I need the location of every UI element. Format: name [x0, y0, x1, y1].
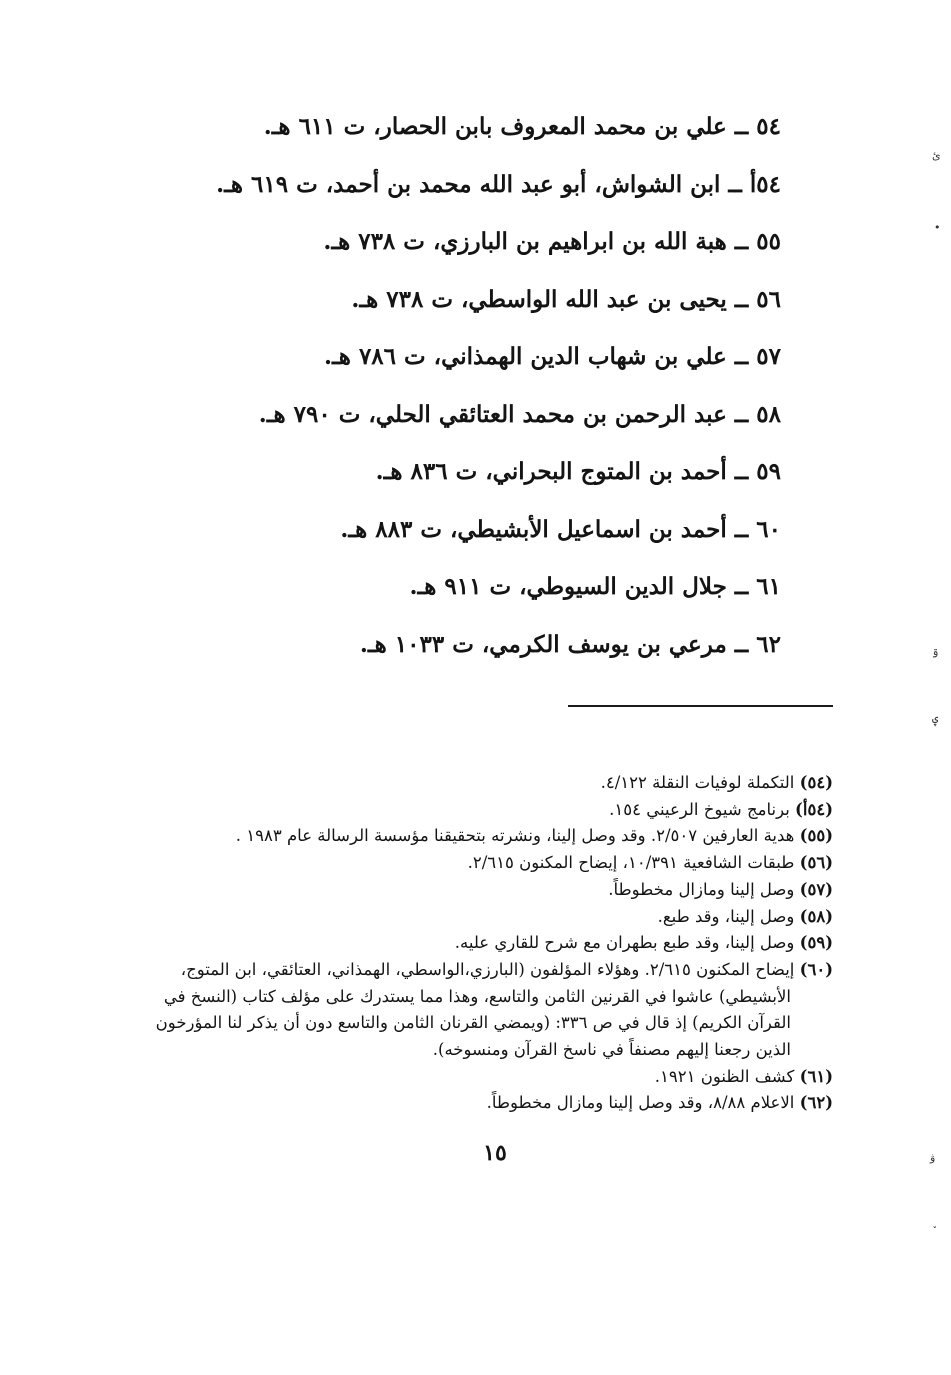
footnotes [153, 770, 833, 1117]
footnote-text: طبقات الشافعية ١٠/٣٩١، إيضاح المكنون ٢/٦١٥. [467, 853, 795, 873]
author-entry: ٥٧ ــ علي بن شهاب الدين الهمذاني، ت ٧٨٦ هـ. [324, 343, 781, 370]
footnote-text: كشف الظنون ١٩٢١. [654, 1066, 795, 1086]
footnote [153, 930, 833, 957]
author-entry: ٥٤ ــ علي بن محمد المعروف بابن الحصار، ت ٦١١ هـ. [263, 113, 781, 140]
author-entry: ٥٥ ــ هبة الله بن ابراهيم بن البارزي، ت ٧٣٨ هـ. [323, 228, 781, 255]
footnote-text: وصل إلينا، وقد طبع. [657, 906, 795, 926]
footnote-ref: (٥٧) [799, 879, 833, 899]
footnote-ref: (٥٤أ) [795, 799, 833, 819]
footnote-ref: (٥٦) [799, 853, 833, 873]
footnote-text: هدية العارفين ٢/٥٠٧. وقد وصل إلينا، ونشرته بتحقيقنا مؤسسة الرسالة عام ١٩٨٣ . [235, 826, 795, 846]
footnote [153, 770, 833, 797]
footnote-ref: (٥٨) [799, 906, 833, 926]
footnote-text: وصل إلينا ومازال مخطوطاً. [608, 879, 795, 899]
footnote-ref: (٥٤) [799, 773, 833, 792]
margin-mark: ۊ [932, 645, 939, 658]
margin-mark: • [934, 221, 941, 234]
footnote-ref: (٥٩) [799, 933, 833, 953]
author-entry: ٥٦ ــ يحيى بن عبد الله الواسطي، ت ٧٣٨ هـ. [351, 285, 781, 313]
footnote-text: التكملة لوفيات النقلة ٤/١٢٢. [600, 773, 795, 792]
footnote [153, 1090, 833, 1117]
author-list [141, 98, 781, 673]
author-entry: ٦٠ ــ أحمد بن اسماعيل الأبشيطي، ت ٨٨٣ هـ. [340, 515, 781, 543]
footnote-ref: (٦٢) [799, 1093, 833, 1113]
footnote [153, 957, 833, 1064]
footnote [153, 1064, 833, 1091]
margin-mark: ئ [932, 149, 941, 162]
footnote-ref: (٥٥) [799, 826, 833, 846]
page-number: ١٥ [483, 1140, 507, 1166]
author-entry: ٥٨ ــ عبد الرحمن بن محمد العتائقي الحلي، ت ٧٩٠ هـ. [258, 400, 781, 428]
footnote [153, 877, 833, 904]
footnote-text: وصل إلينا، وقد طبع بطهران مع شرح للقاري عليه. [454, 933, 795, 953]
author-entry: ٦٢ ــ مرعي بن يوسف الكرمي، ت ١٠٣٣ هـ. [359, 630, 781, 658]
footnote [153, 823, 833, 850]
footnote-ref: (٦٠) [799, 959, 833, 979]
footnote-text: إيضاح المكنون ٢/٦١٥. وهؤلاء المؤلفون (البارزي،الواسطي، الهمذاني، العتائقي، ابن المتوج، الأبشيطي) عاشوا في القرنين الثامن والتاسع، وهذا مما يستدرك على مؤلف كتاب (النسخ في القرآن الكريم) إذ قال في ص ٣٣٦: (ويمضي القرنان الثامن والتاسع دون أن يذكر لنا المؤرخون الذين رجعنا إليهم مصنفاً في ناسخ القرآن ومنسوخه). [155, 959, 795, 1060]
footnote [153, 850, 833, 877]
footnote-text: برنامج شيوخ الرعيني ١٥٤. [609, 799, 790, 819]
margin-mark: ۋ [930, 1151, 936, 1164]
footnote [153, 904, 833, 931]
footnote [153, 797, 833, 824]
footnote-ref: (٦١) [799, 1066, 833, 1086]
footnote-text: الاعلام ٨/٨٨، وقد وصل إلينا ومازال مخطوطاً. [486, 1093, 795, 1113]
author-entry: ٦١ ــ جلال الدين السيوطي، ت ٩١١ هـ. [409, 573, 781, 600]
author-entry: ٥٩ ــ أحمد بن المتوج البحراني، ت ٨٣٦ هـ. [375, 458, 781, 485]
author-entry: ٥٤أ ــ ابن الشواش، أبو عبد الله محمد بن أحمد، ت ٦١٩ هـ. [216, 170, 781, 198]
margin-mark: ۑ [932, 711, 939, 724]
footnote-separator [568, 705, 833, 707]
